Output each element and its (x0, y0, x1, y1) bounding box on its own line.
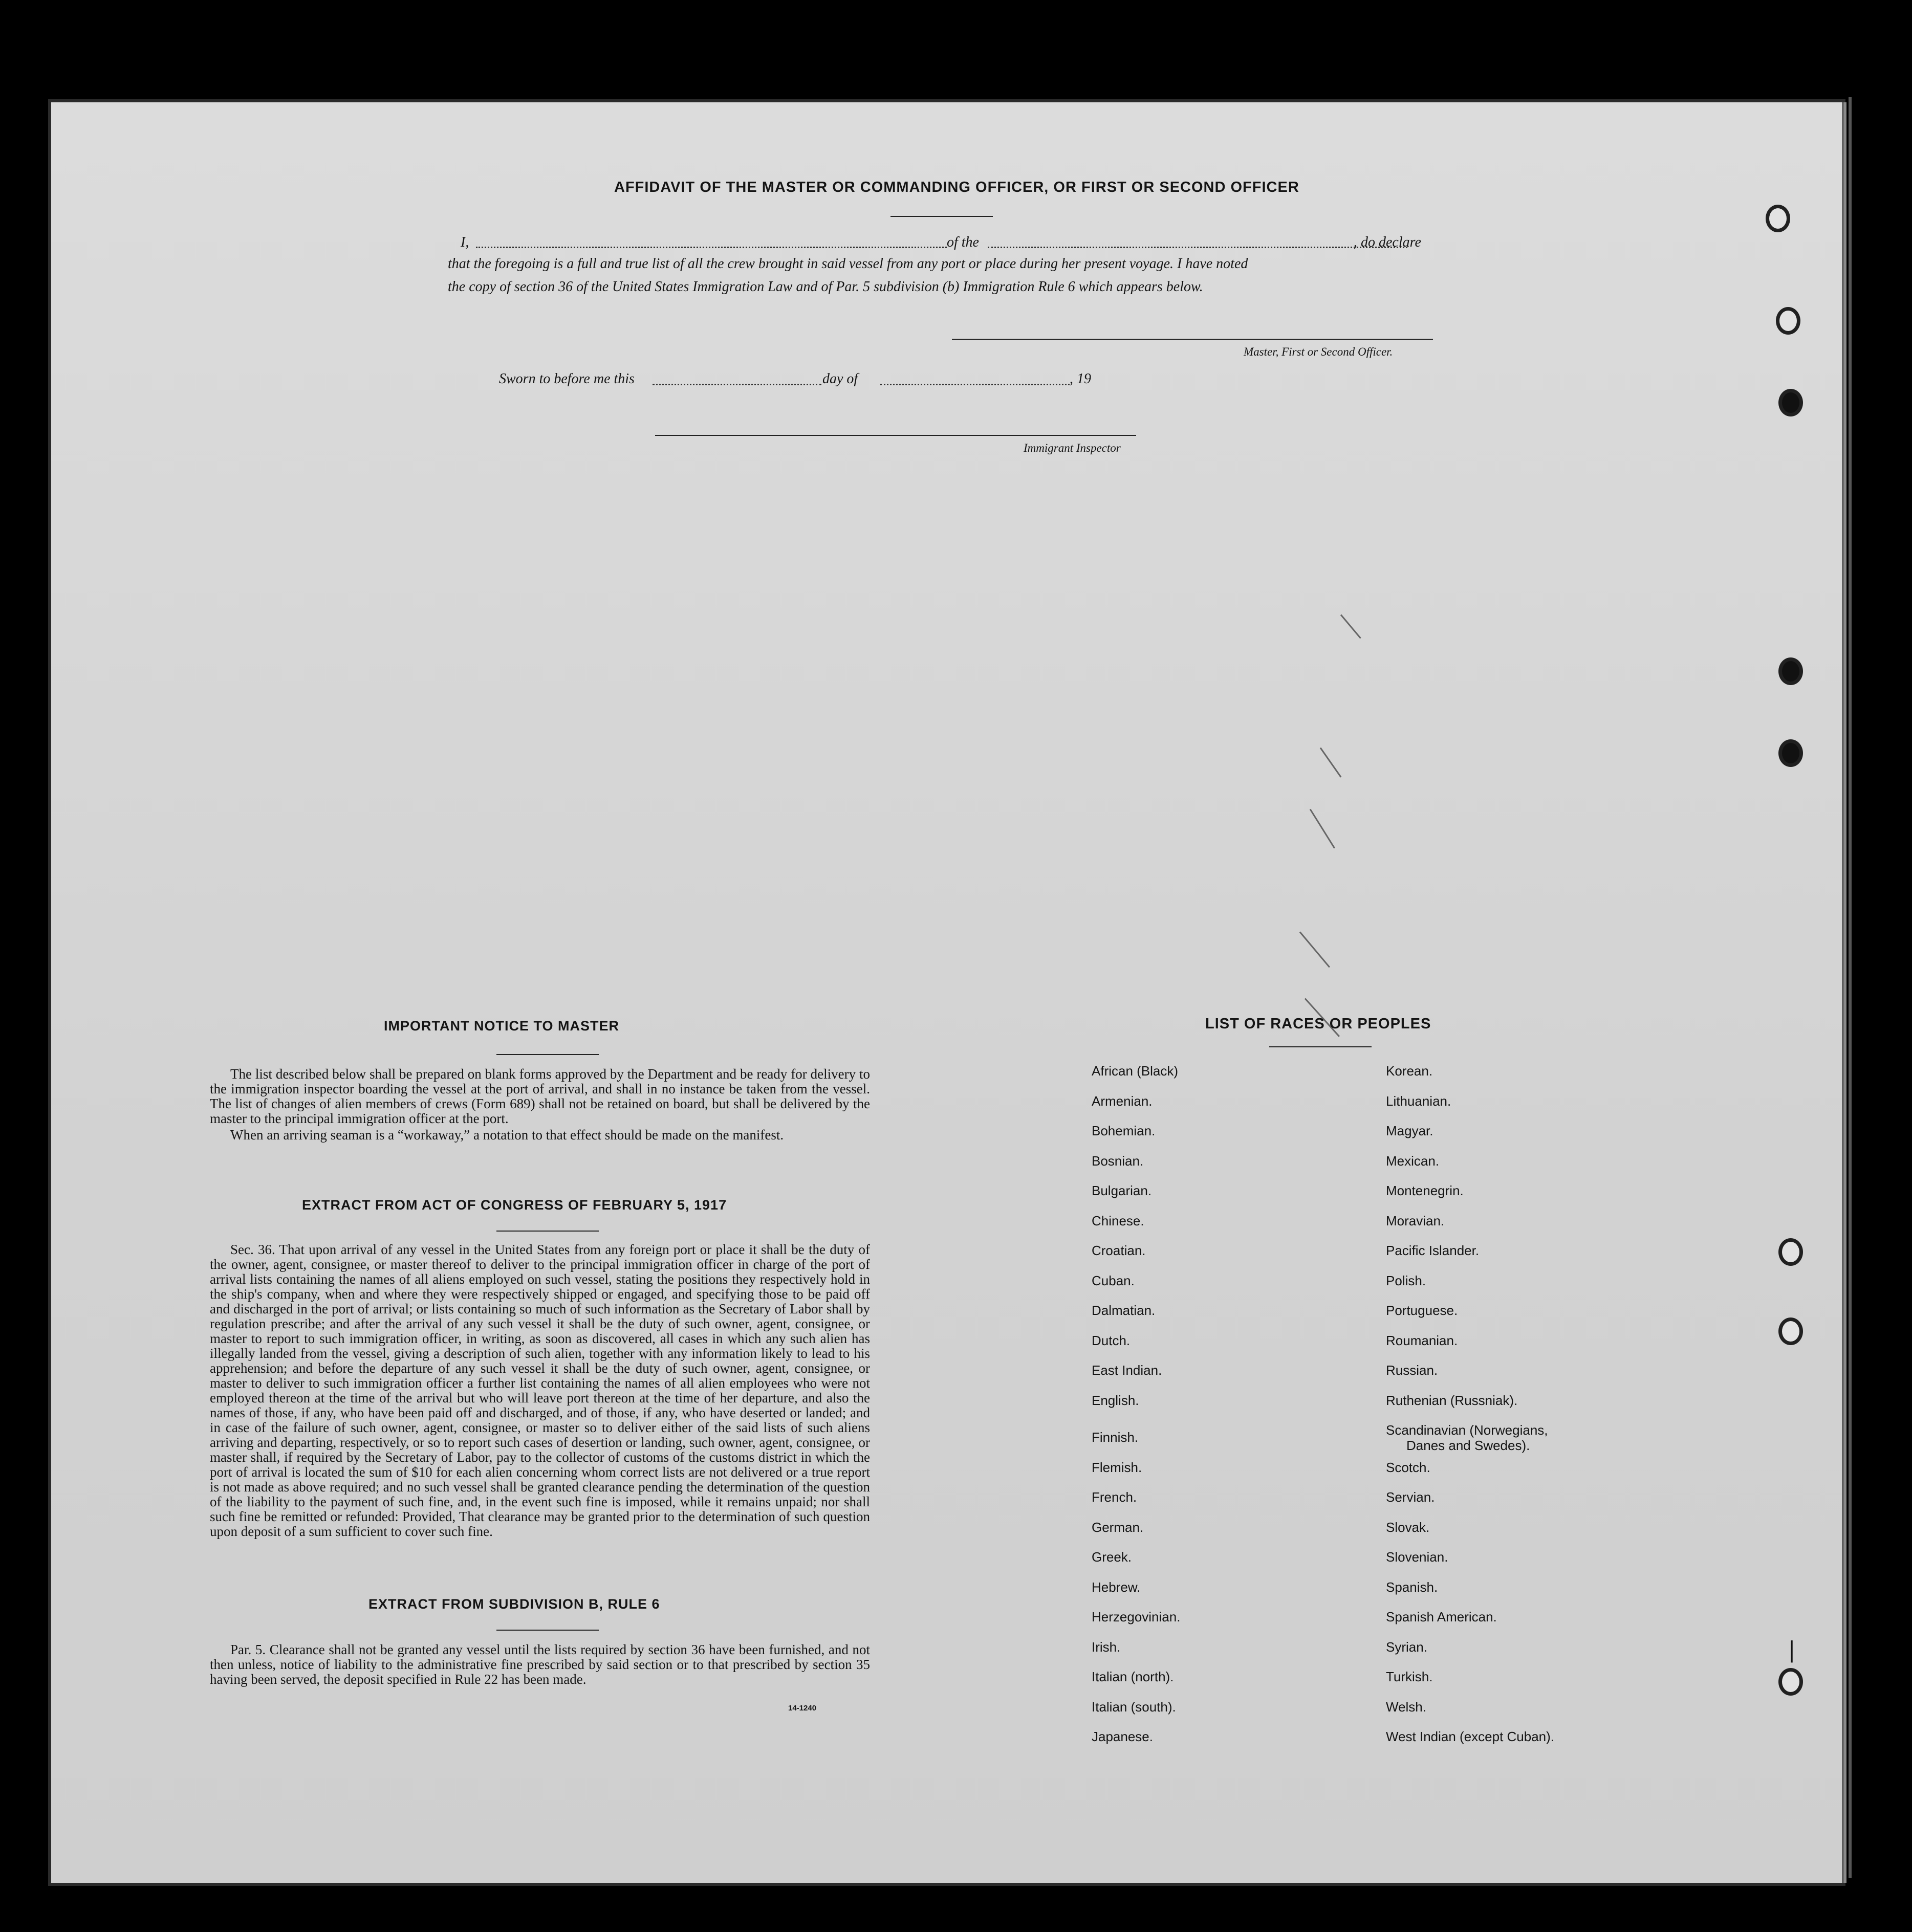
sworn-label: Sworn to before me this (499, 371, 635, 387)
race-item: Russian. (1386, 1363, 1438, 1378)
race-item: Scotch. (1386, 1459, 1430, 1475)
race-item: Lithuanian. (1386, 1093, 1451, 1109)
race-item: Hebrew. (1092, 1579, 1141, 1595)
binder-hole-icon (1778, 739, 1803, 767)
race-item: Chinese. (1092, 1213, 1144, 1228)
affidavit-of-the-label: of the (947, 234, 979, 250)
check-mark (1310, 809, 1335, 849)
master-name-field[interactable] (476, 247, 947, 248)
year-label: , 19 (1070, 371, 1091, 387)
race-item: Servian. (1386, 1489, 1435, 1505)
check-mark (1340, 614, 1361, 639)
race-item: Polish. (1386, 1272, 1426, 1288)
race-item: Finnish. (1092, 1430, 1139, 1445)
day-of-label: day of (822, 371, 858, 387)
race-item: Herzegovinian. (1092, 1609, 1181, 1624)
race-item: German. (1092, 1519, 1144, 1535)
affidavit-title: AFFIDAVIT OF THE MASTER OR COMMANDING OFFICER, OR FIRST OR SECOND OFFICER (614, 179, 1299, 195)
race-item: Dalmatian. (1092, 1303, 1156, 1318)
race-item: Magyar. (1386, 1123, 1433, 1138)
master-signature-label: Master, First or Second Officer. (1244, 345, 1393, 358)
bleed-through-text (1474, 281, 1482, 295)
race-item: Scandinavian (Norwegians, (1386, 1422, 1548, 1438)
race-item: Korean. (1386, 1063, 1433, 1079)
title-underline (890, 216, 993, 217)
affidavit-declare-label: , do declare (1354, 234, 1421, 250)
binder-hole-icon (1776, 307, 1800, 335)
binder-hole-icon (1778, 1668, 1803, 1696)
notice-paragraph-2: When an arriving seaman is a “workaway,” a notation to that effect should be made on the manifest. (230, 1127, 784, 1143)
race-item: Moravian. (1386, 1213, 1445, 1228)
race-item: Dutch. (1092, 1332, 1131, 1348)
extract-rule-text: Par. 5. Clearance shall not be granted any vessel until the lists required by section 36 have been furnished, and not then unless, notice of liability to the administrative fine prescribed by said section or to that prescribed by section 35 having been served, the deposit specified in Rule 22 has been made. (210, 1642, 870, 1687)
race-item: Japanese. (1092, 1729, 1153, 1744)
affidavit-line-3: the copy of section 36 of the United States Immigration Law and of Par. 5 subdivision (b) Immigration Rule 6 which appears below. (448, 279, 1203, 295)
race-item: Cuban. (1092, 1272, 1135, 1288)
inspector-signature-line[interactable] (655, 435, 1136, 436)
race-item: Flemish. (1092, 1459, 1142, 1475)
notice-paragraph-1: The list described below shall be prepared on blank forms approved by the Department and be ready for delivery to the immigration inspector boarding the vessel at the port of arrival, and shall in no instance be taken from the vessel. The list of changes of alien members of crews (Form 689) shall not be retained on board, but shall be delivered by the master to the principal immigration officer at the port. (210, 1066, 870, 1126)
inspector-label: Immigrant Inspector (1024, 442, 1121, 454)
race-item: Slovak. (1386, 1519, 1430, 1535)
notice-title: IMPORTANT NOTICE TO MASTER (384, 1018, 619, 1034)
binder-hole-icon (1778, 657, 1803, 685)
form-page (51, 102, 1842, 1883)
binder-hole-icon (1778, 1238, 1803, 1266)
race-item: Roumanian. (1386, 1332, 1458, 1348)
race-item: Mexican. (1386, 1153, 1440, 1169)
race-item: Armenian. (1092, 1093, 1153, 1109)
extract-act-underline (496, 1231, 599, 1232)
sworn-month-field[interactable] (880, 384, 1070, 385)
race-item: Spanish. (1386, 1579, 1438, 1595)
race-item: Slovenian. (1386, 1549, 1448, 1565)
race-item: Croatian. (1092, 1243, 1146, 1258)
race-item: Bulgarian. (1092, 1183, 1152, 1198)
binder-hole-icon (1778, 1318, 1803, 1345)
races-underline (1269, 1046, 1372, 1047)
races-title: LIST OF RACES OR PEOPLES (1205, 1016, 1431, 1032)
race-item: East Indian. (1092, 1363, 1162, 1378)
form-number: 14-1240 (788, 1704, 817, 1713)
binder-hole-icon (1778, 389, 1803, 416)
race-item: Bohemian. (1092, 1123, 1156, 1138)
race-item: Pacific Islander. (1386, 1243, 1480, 1258)
affidavit-i-label: I, (461, 234, 469, 250)
extract-act-title: EXTRACT FROM ACT OF CONGRESS OF FEBRUARY 5, 1917 (302, 1197, 727, 1213)
check-mark (1320, 748, 1342, 778)
race-item: Irish. (1092, 1639, 1121, 1655)
race-item: Italian (south). (1092, 1699, 1176, 1715)
race-item: Ruthenian (Russniak). (1386, 1392, 1518, 1408)
page-edge (1843, 102, 1846, 1883)
binder-hole-icon (1766, 205, 1790, 232)
race-item: Syrian. (1386, 1639, 1427, 1655)
page-edge (1849, 97, 1852, 1878)
race-item: West Indian (except Cuban). (1386, 1729, 1555, 1744)
extract-rule-underline (496, 1630, 599, 1631)
race-item: French. (1092, 1489, 1137, 1505)
sworn-day-field[interactable] (653, 384, 821, 385)
extract-act-text: Sec. 36. That upon arrival of any vessel in the United States from any foreign port or place it shall be the duty of the owner, agent, consignee, or master thereof to deliver to the principal immigration officer in charge of the port of arrival lists containing the names of all aliens employed on such vessel, stating the positions they respectively hold in the ship's company, when and where they were respectively shipped or engaged, and specifying those to be paid off and discharged in the port of arrival; or lists containing so much of such information as the Secretary of Labor shall by regulation prescribe; and after the arrival of any such vessel it shall be the duty of such owner, agent, consignee, or master to report to such immigration officer, in writing, as soon as discovered, all cases in which any such alien has illegally landed from the vessel, giving a description of such alien, together with any information likely to lead to his apprehension; and before the departure of any such vessel it shall be the duty of such owner, agent, consignee, or master to deliver to such immigration officer a further list containing the names of all alien employees who were not employed thereon at the time of the arrival but who will leave port thereon at the time of her departure, and also the names of those, if any, who have been paid off and discharged, and of those, if any, who have deserted or landed; and in case of the failure of such owner, agent, consignee, or master so to deliver either of the said lists of such aliens arriving and departing, respectively, or so to report such cases of desertion or landing, such owner, agent, consignee, or master shall, if required by the Secretary of Labor, pay to the collector of customs of the customs district in which the port of arrival is located the sum of $10 for each alien concerning whom correct lists are not delivered or a true report is not made as above required; and no such vessel shall be granted clearance pending the determination of the question of the liability to the payment of such fine, and, in the event such fine is imposed, while it remains unpaid; nor shall such fine be remitted or refunded: Provided, That clearance may be granted prior to the determination of such question upon deposit of a sum sufficient to cover such fine. (210, 1242, 870, 1539)
race-item: Greek. (1092, 1549, 1132, 1565)
affidavit-line-2: that the foregoing is a full and true list of all the crew brought in said vessel from any port or place during her present voyage. I have noted (448, 256, 1248, 272)
vessel-name-field[interactable] (988, 247, 1407, 248)
margin-mark: ∣ (1786, 1638, 1797, 1663)
race-item: Spanish American. (1386, 1609, 1497, 1624)
check-mark (1299, 932, 1330, 968)
race-item: Welsh. (1386, 1699, 1426, 1715)
master-signature-line[interactable] (952, 339, 1433, 340)
race-item: Danes and Swedes). (1406, 1438, 1530, 1453)
race-item: Bosnian. (1092, 1153, 1144, 1169)
race-item: Italian (north). (1092, 1669, 1174, 1684)
race-item: Portuguese. (1386, 1303, 1458, 1318)
extract-rule-title: EXTRACT FROM SUBDIVISION B, RULE 6 (368, 1596, 660, 1612)
notice-underline (496, 1054, 599, 1055)
race-item: African (Black) (1092, 1063, 1179, 1079)
race-item: English. (1092, 1392, 1139, 1408)
race-item: Montenegrin. (1386, 1183, 1464, 1198)
race-item: Turkish. (1386, 1669, 1433, 1684)
